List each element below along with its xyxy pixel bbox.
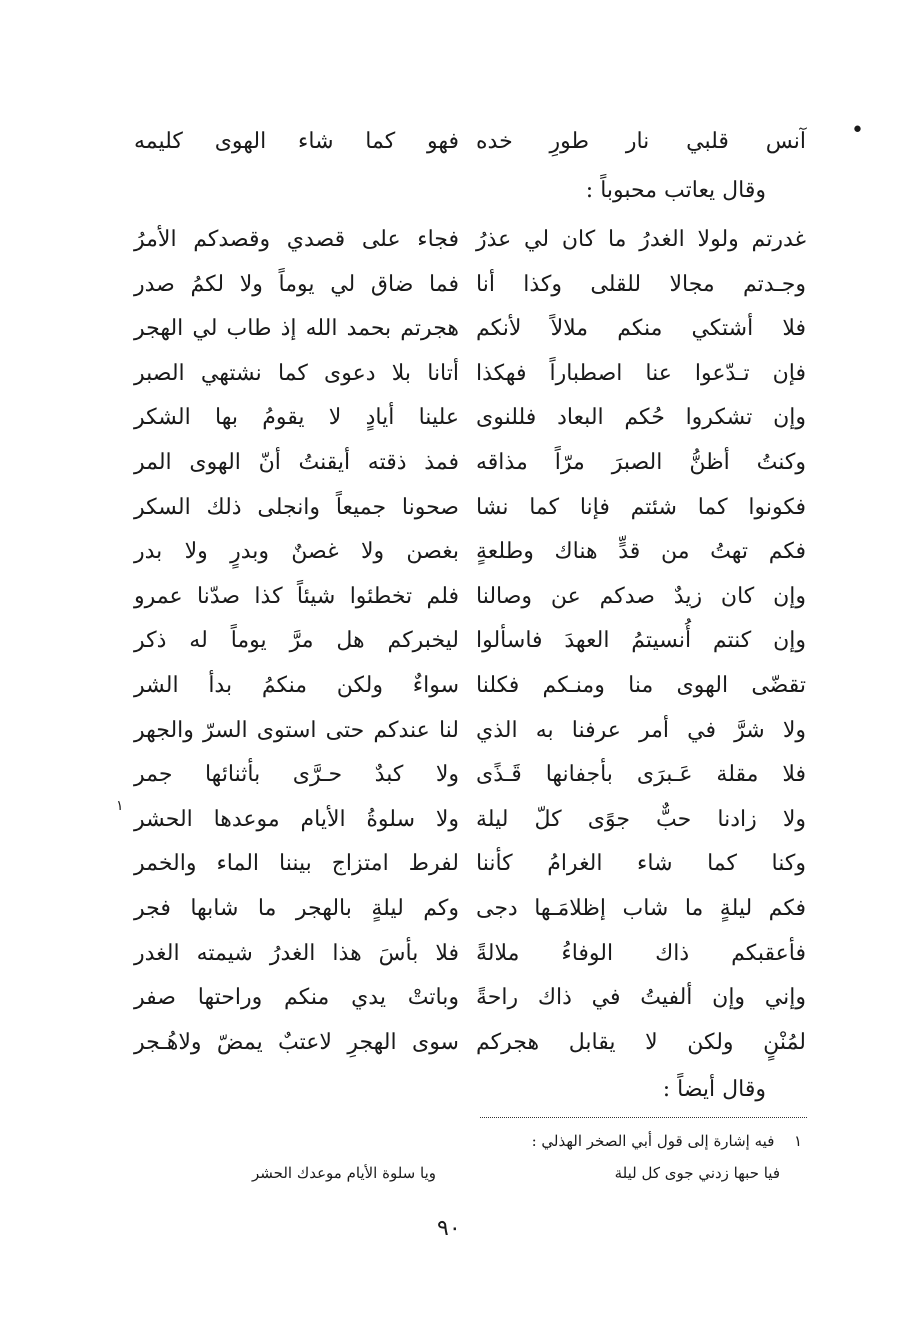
verse-left-hemistich: ولا كبدٌ حـرَّى بأثنائها جمر [134, 762, 459, 787]
verse-right-hemistich: فإن تـدّعوا عنا اصطباراً فهكذا [476, 361, 806, 386]
verse-right-hemistich: فكم ليلةٍ ما شاب إظلامَـها دجى [476, 896, 806, 921]
verse-right-hemistich: فأعقبكم ذاك الوفاءُ ملالةً [476, 941, 806, 966]
verse-left-hemistich: هجرتم بحمد الله إذ طاب لي الهجر [134, 316, 459, 341]
poem-intro: وقال يعاتب محبوباً : [585, 178, 766, 203]
verse-right-hemistich: لمُنْنٍ ولكن لا يقابل هجركم [476, 1030, 806, 1055]
verse-left-hemistich: ليخبركم هل مرَّ يوماً له ذكر [134, 628, 459, 653]
poem-intro-2: وقال أيضاً : [662, 1077, 766, 1102]
verse-right-hemistich: غدرتم ولولا الغدرُ ما كان لي عذرُ [476, 227, 806, 252]
footnote-reference: ١ [116, 798, 124, 814]
verse-left-hemistich: لنا عندكم حتى استوى السرّ والجهر [134, 718, 459, 743]
verse-left-hemistich: صحونا جميعاً وانجلى ذلك السكر [134, 495, 459, 520]
verse-right-hemistich: فلا مقلة عَـبرَى بأجفانها قَـذًى [476, 762, 806, 787]
verse-left-hemistich: فلا بأسَ هذا الغدرُ شيمته الغدر [134, 941, 459, 966]
verse-left-hemistich: سواءٌ ولكن منكمُ بدأ الشر [134, 673, 459, 698]
verse-right-hemistich: وإن كان زيدٌ صدكم عن وصالنا [476, 584, 806, 609]
page-number: ٩٠ [437, 1216, 461, 1241]
footnote-text: فيه إشارة إلى قول أبي الصخر الهذلي : [531, 1132, 775, 1150]
verse-left-hemistich: وباتتْ يدي منكم وراحتها صفر [134, 985, 459, 1010]
verse-left-hemistich: سوى الهجرِ لاعتبٌ يمضّ ولاهُـجر [134, 1030, 459, 1055]
verse-right-hemistich: وإن كنتم أُنسيتمُ العهدَ فاسألوا [476, 628, 806, 653]
verse-left-hemistich: فجاء على قصدي وقصدكم الأمرُ [134, 227, 459, 252]
verse-left-hemistich: أتانا بلا دعوى كما نشتهي الصبر [134, 361, 459, 386]
verse-right-hemistich: ولا زادنا حبٌّ جوًى كلّ ليلة [476, 807, 806, 832]
verse-left-hemistich: فمذ ذقته أيقنتُ أنّ الهوى المر [134, 450, 459, 475]
verse-right-hemistich: تقضّى الهوى منا ومنـكم فكلنا [476, 673, 806, 698]
verse-left-hemistich: فما ضاق لي يوماً ولا لكمُ صدر [134, 272, 459, 297]
top-verse-right-hemistich: آنس قلبي نار طورِ خده [476, 129, 806, 154]
verse-left-hemistich: فلم تخطئوا شيئاً كذا صدّنا عمرو [134, 584, 459, 609]
verse-right-hemistich: فلا أشتكي منكم ملالاً لأنكم [476, 316, 806, 341]
verse-left-hemistich: وكم ليلةٍ بالهجر ما شابها فجر [134, 896, 459, 921]
verse-right-hemistich: وكنتُ أظنُّ الصبرَ مرّاً مذاقه [476, 450, 806, 475]
verse-left-hemistich: علينا أيادٍ لا يقومُ بها الشكر [134, 405, 459, 430]
verse-right-hemistich: وكنا كما شاء الغرامُ كأننا [476, 851, 806, 876]
verse-right-hemistich: وجـدتم مجالا للقلى وكذا أنا [476, 272, 806, 297]
footnote-number: ١ [793, 1132, 802, 1150]
verse-left-hemistich: ولا سلوةُ الأيام موعدها الحشر [134, 807, 459, 832]
verse-right-hemistich: فكم تهتُ من قدٍّ هناك وطلعةٍ [476, 539, 806, 564]
footnote-verse-right: فيا حبها زدني جوى كل ليلة [614, 1164, 780, 1182]
margin-dot: • [851, 118, 864, 143]
verse-right-hemistich: وإني وإن ألفيتُ في ذاك راحةً [476, 985, 806, 1010]
verse-left-hemistich: بغصن ولا غصنٌ وبدرٍ ولا بدر [134, 539, 459, 564]
verse-right-hemistich: وإن تشكروا حُكم البعاد فللنوى [476, 405, 806, 430]
verse-right-hemistich: فكونوا كما شئتم فإنا كما نشا [476, 495, 806, 520]
top-verse-left-hemistich: فهو كما شاء الهوى كليمه [134, 129, 459, 154]
footnote-separator [480, 1117, 807, 1118]
footnote-verse-left: ويا سلوة الأيام موعدك الحشر [252, 1164, 437, 1182]
verse-right-hemistich: ولا شرَّ في أمر عرفنا به الذي [476, 718, 806, 743]
verse-left-hemistich: لفرط امتزاج بيننا الماء والخمر [134, 851, 459, 876]
footnote-line [532, 1128, 802, 1154]
